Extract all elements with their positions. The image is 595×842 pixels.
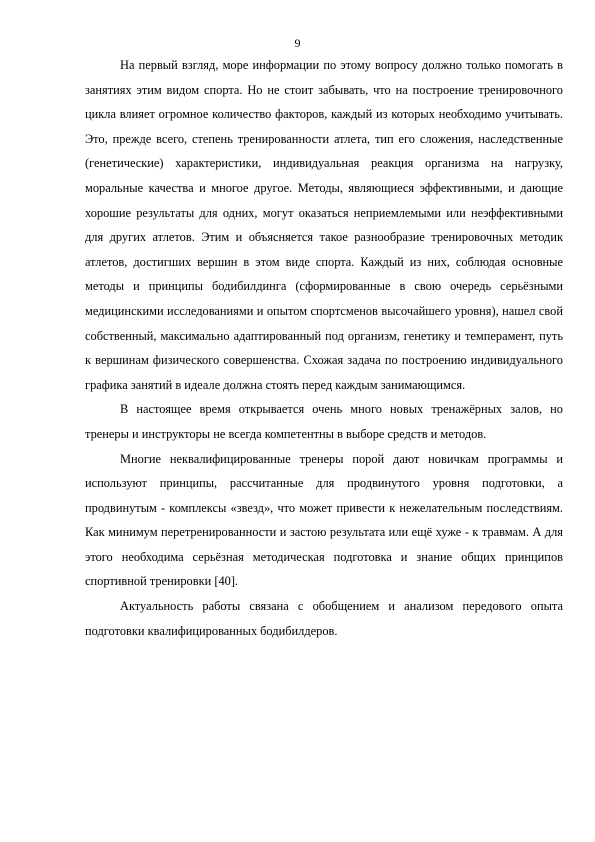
paragraph-4: Актуальность работы связана с обобщением и анализом передового опыта подготовки квалифицированных бодибилдеров.	[85, 599, 563, 638]
page-number: 9	[294, 36, 301, 50]
document-body	[85, 53, 563, 643]
paragraph-2: В настоящее время открывается очень много новых тренажёрных залов, но тренеры и инструкторы не всегда компетентны в выборе средств и методов.	[85, 402, 563, 441]
paragraph-1: На первый взгляд, море информации по этому вопросу должно только помогать в занятиях этим видом спорта. Но не стоит забывать, что на построение тренировочного цикла влияет огромное количество факторов, каждый из которых необходимо учитывать. Это, прежде всего, степень тренированности атлета, тип его сложения, наследственные (генетические) характеристики, индивидуальная реакция организма на нагрузку, моральные качества и многое другое. Методы, являющиеся эффективными, и дающие хорошие результаты для одних, могут оказаться неприемлемыми или неэффективными для других атлетов. Этим и объясняется такое разнообразие тренировочных методик атлетов, достигших вершин в этом виде спорта. Каждый из них, соблюдая основные методы и принципы бодибилдинга (сформированные в свою очередь серьёзными медицинскими исследованиями и опытом спортсменов высочайшего уровня), нашел свой собственный, максимально адаптированный под организм, генетику и темперамент, путь к вершинам физического совершенства. Схожая задача по построению индивидуального графика занятий в идеале должна стоять перед каждым занимающимся.	[85, 58, 563, 392]
paragraph-3: Многие неквалифицированные тренеры порой дают новичкам программы и используют принципы, рассчитанные для продвинутого уровня подготовки, а продвинутым - комплексы «звезд», что может привести к нежелательным последствиям. Как минимум перетренированности и застою результата или ещё хуже - к травмам. А для этого необходима серьёзная методическая подготовка и знание общих принципов спортивной тренировки [40].	[85, 451, 563, 589]
